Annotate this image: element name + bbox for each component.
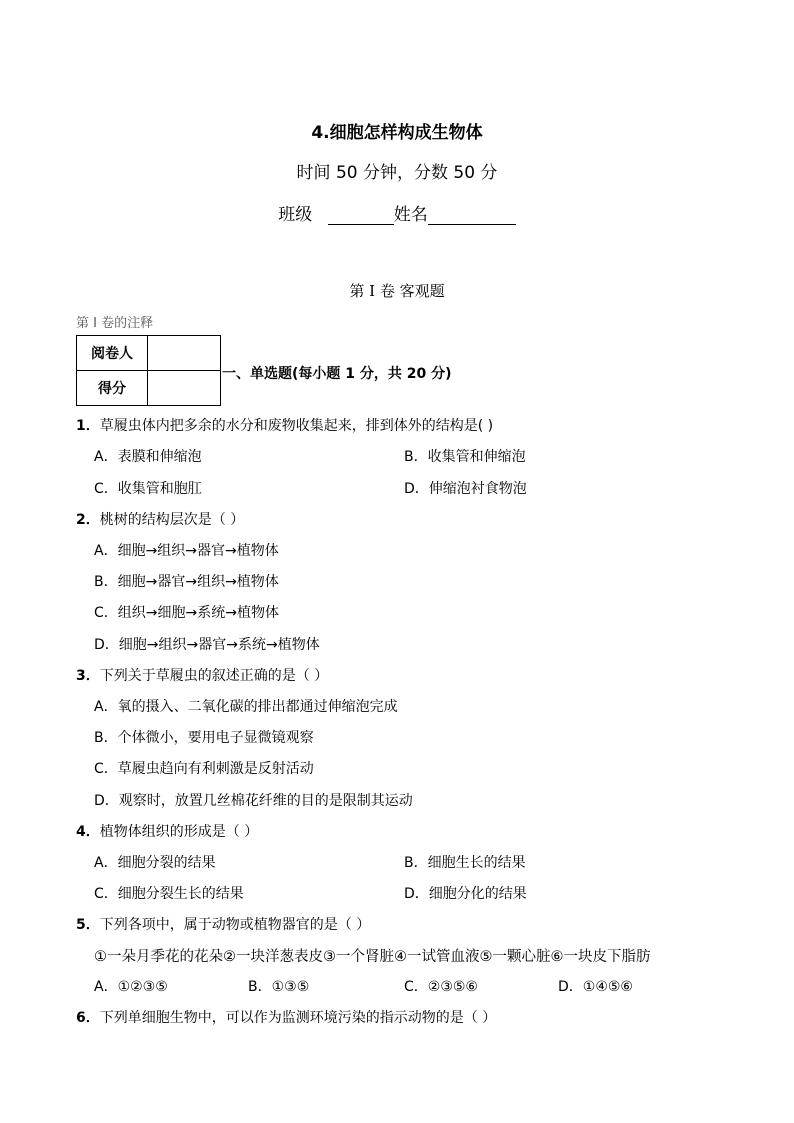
question-text: 下列各项中，属于动物或植物器官的是（ ） [99,917,371,933]
class-label: 班级 [278,205,313,225]
option: D．伸缩泡衬食物泡 [404,481,527,497]
question-1 [76,415,493,435]
option: B．细胞→器官→组织→植物体 [94,574,279,590]
class-name-line [0,200,794,225]
score-label: 得分 [77,371,148,406]
option: B．细胞生长的结果 [404,855,526,871]
score-cell [148,371,221,406]
question-2 [76,509,244,529]
question-6 [76,1007,496,1027]
question-number: 3． [76,668,100,684]
section-title: 一、单选题(每小题 1 分，共 20 分) [222,366,452,382]
option: C．细胞分裂生长的结果 [94,886,244,902]
option: D．观察时，放置几丝棉花纤维的目的是限制其运动 [94,793,413,809]
question-3 [76,665,328,685]
option: B．①③⑤ [248,979,310,995]
question-number: 4． [76,824,100,840]
option: C．②③⑤⑥ [404,979,478,995]
option: A．氧的摄入、二氧化碳的排出都通过伸缩泡完成 [94,699,398,715]
question-number: 2． [76,512,100,528]
option: B．个体微小，要用电子显微镜观察 [94,730,314,746]
page-title: 4.细胞怎样构成生物体 [311,123,483,143]
option: A．细胞分裂的结果 [94,855,216,871]
question-4 [76,821,258,841]
option: C．组织→细胞→系统→植物体 [94,605,279,621]
question-number: 6． [76,1010,100,1026]
question-text: 植物体组织的形成是（ ） [99,824,259,840]
option: D．细胞分化的结果 [404,886,527,902]
question-text: 下列关于草履虫的叙述正确的是（ ） [99,668,329,684]
reviewer-label: 阅卷人 [77,336,148,371]
question-5 [76,914,370,934]
question-items: ①一朵月季花的花朵②一块洋葱表皮③一个肾脏④一试管血液⑤一颗心脏⑥一块皮下脂肪 [94,949,651,965]
name-blank [428,206,516,225]
part-note: 第 I 卷的注释 [76,316,154,331]
part-title: 第 I 卷 客观题 [349,282,445,300]
option: B．收集管和伸缩泡 [404,449,526,465]
option: C．收集管和胞肛 [94,481,202,497]
name-label: 姓名 [393,205,428,225]
question-number: 1． [76,418,100,434]
score-table [76,335,221,406]
exam-info: 时间 50 分钟，分数 50 分 [296,163,498,183]
option: A．表膜和伸缩泡 [94,449,202,465]
class-blank [328,206,394,225]
option: D．①④⑤⑥ [558,979,633,995]
question-text: 桃树的结构层次是（ ） [99,512,245,528]
option: A．细胞→组织→器官→植物体 [94,543,279,559]
option: C．草履虫趋向有利刺激是反射活动 [94,761,314,777]
question-number: 5． [76,917,100,933]
question-text: 下列单细胞生物中，可以作为监测环境污染的指示动物的是（ ） [99,1010,497,1026]
reviewer-cell [148,336,221,371]
option: D．细胞→组织→器官→系统→植物体 [94,637,320,653]
option: A．①②③⑤ [94,979,168,995]
question-text: 草履虫体内把多余的水分和废物收集起来，排到体外的结构是( ) [99,418,494,434]
